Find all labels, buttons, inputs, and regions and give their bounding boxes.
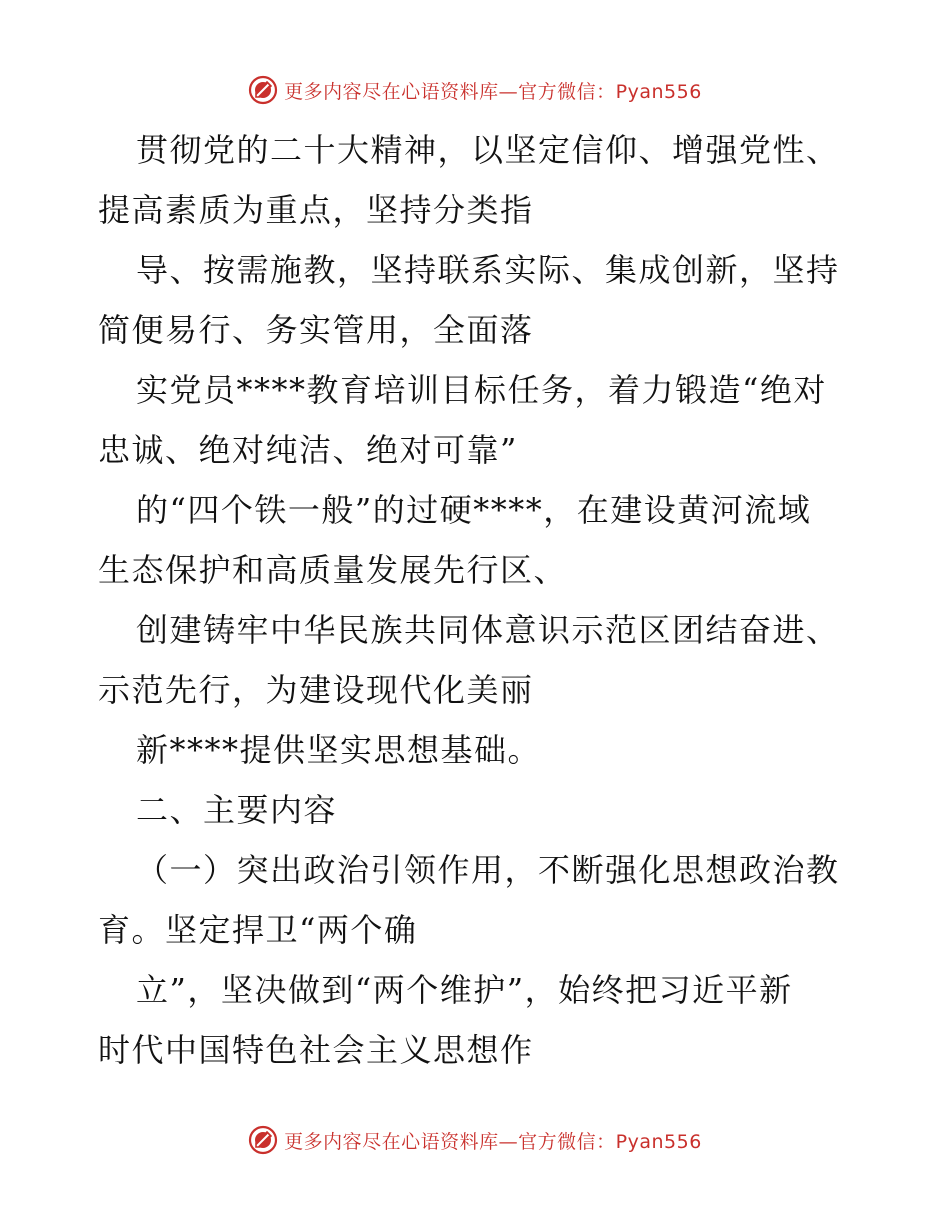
footer-watermark (0, 1120, 950, 1160)
header-watermark (0, 70, 950, 110)
text-line: 导、按需施教，坚持联系实际、集成创新，坚持 (136, 251, 840, 289)
text-line: 贯彻党的二十大精神，以坚定信仰、增强党性、 (136, 131, 840, 169)
text-line: 生态保护和高质量发展先行区、 (98, 551, 568, 589)
text-line: 忠诚、绝对纯洁、绝对可靠” (98, 431, 518, 469)
document-body (98, 120, 858, 1080)
watermark-text: 更多内容尽在心语资料库—官方微信：Pyan556 (284, 80, 702, 103)
text-line: （一）突出政治引领作用，不断强化思想政治教 (136, 851, 840, 889)
text-line: 创建铸牢中华民族共同体意识示范区团结奋进、 (136, 611, 840, 649)
seal-logo-icon (248, 75, 278, 105)
text-line: 的“四个铁一般”的过硬****，在建设黄河流域 (136, 491, 812, 529)
text-line: 示范先行，为建设现代化美丽 (98, 671, 534, 709)
watermark-text: 更多内容尽在心语资料库—官方微信：Pyan556 (284, 1130, 702, 1153)
text-line: 时代中国特色社会主义思想作 (98, 1031, 534, 1069)
text-line: 立”，坚决做到“两个维护”，始终把习近平新 (136, 971, 793, 1009)
text-line: 新****提供坚实思想基础。 (136, 731, 542, 769)
text-line: 简便易行、务实管用，全面落 (98, 311, 534, 349)
seal-logo-icon (248, 1125, 278, 1155)
text-line: 提高素质为重点，坚持分类指 (98, 191, 534, 229)
text-line: 实党员****教育培训目标任务，着力锻造“绝对 (136, 371, 827, 409)
text-line: 育。坚定捍卫“两个确 (98, 911, 418, 949)
text-line: 二、主要内容 (136, 791, 338, 829)
